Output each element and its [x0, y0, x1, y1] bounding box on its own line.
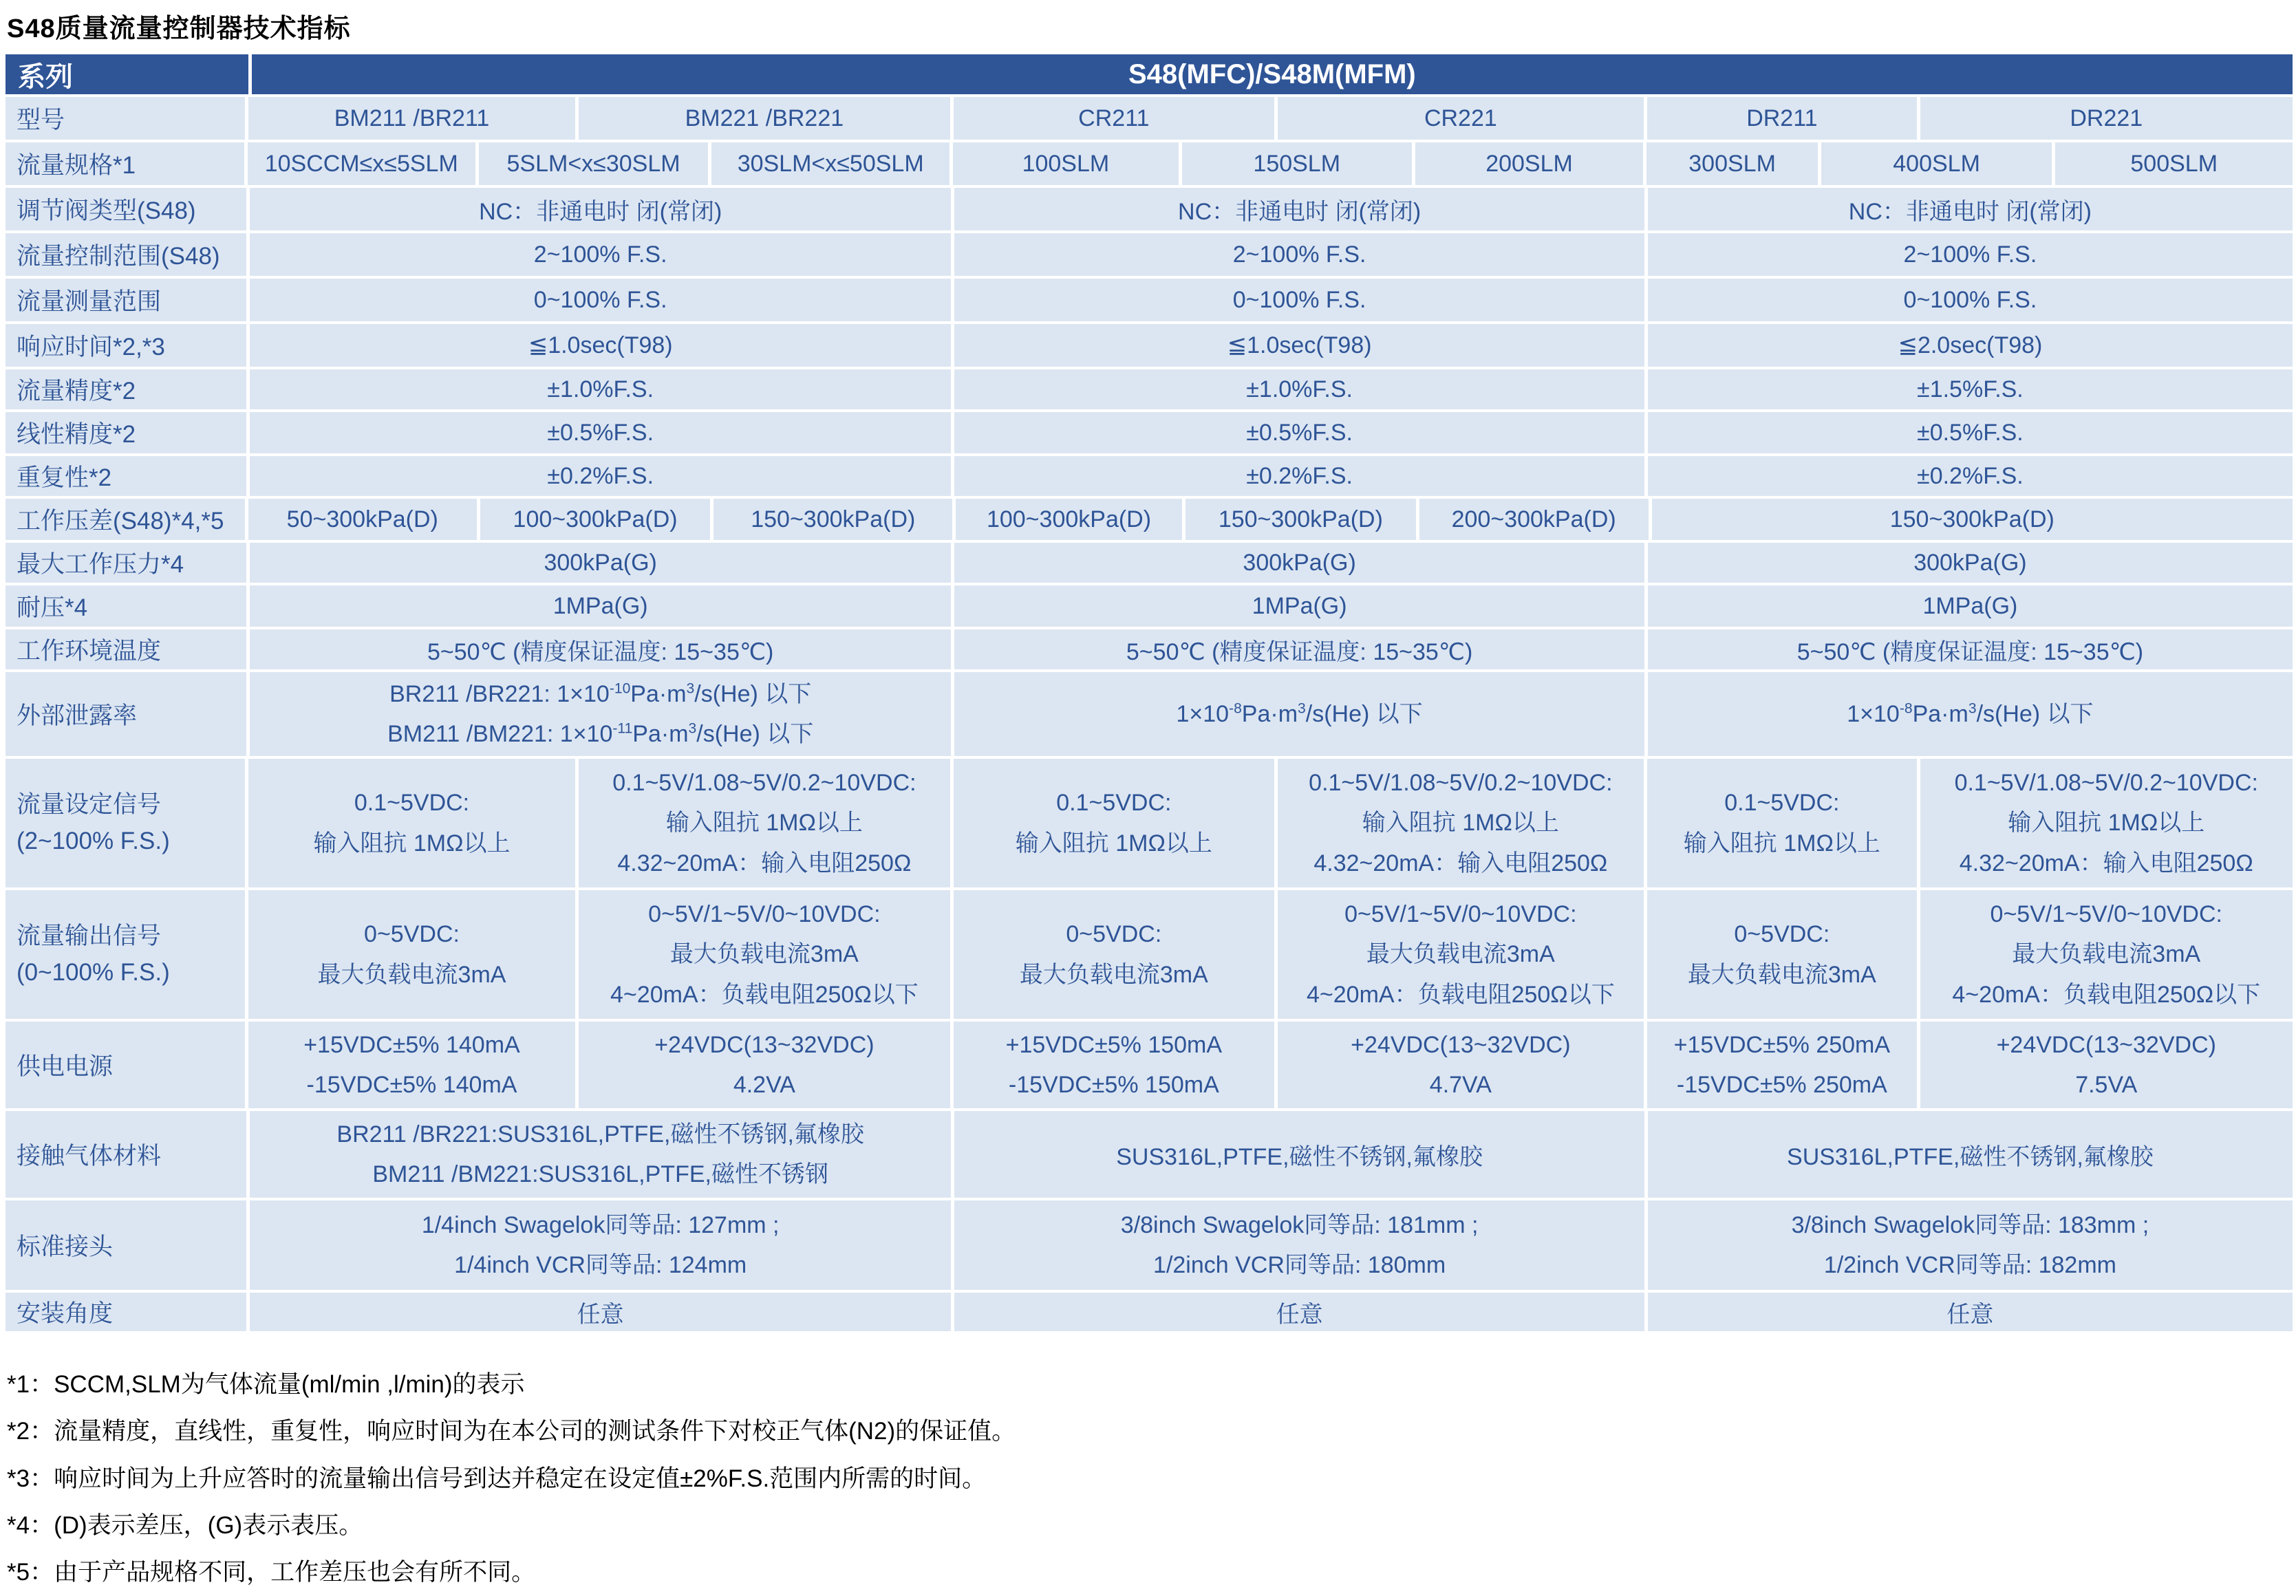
valve-type-cell: NC：非通电时 闭(常闭)	[954, 188, 1644, 230]
materials-cell-bm: BR211 /BR221:SUS316L,PTFE,磁性不锈钢,氟橡胶 BM211 /BM221:SUS316L,PTFE,磁性不锈钢	[250, 1111, 952, 1198]
working-dp-cell: 150~300kPa(D)	[1185, 499, 1416, 540]
valve-type-cell: NC：非通电时 闭(常闭)	[1648, 188, 2293, 230]
leak-line: $1\times 10^{-8}Pa\cdot m^3/s(He)$ 以下	[1847, 700, 2094, 727]
row-flow-range	[6, 142, 2293, 185]
row-series	[6, 54, 2293, 94]
working-dp-cell: 100~300kPa(D)	[956, 499, 1182, 540]
response-time-cell: ≦1.0sec(T98)	[250, 324, 952, 367]
output-signal-cell-multi: 0~5V/1~5V/0~10VDC: 最大负载电流3mA 4~20mA：负载电阻250Ω以下	[1920, 890, 2293, 1019]
leak-line: BM211 /BM221: $1\times 10^{-11}Pa\cdot m^3/s(He)$ 以下	[387, 720, 814, 747]
materials-cell-dr: SUS316L,PTFE,磁性不锈钢,氟橡胶	[1648, 1111, 2293, 1198]
row-working-dp	[6, 499, 2293, 540]
row-flow-accuracy	[6, 369, 2293, 409]
model-cell-dr211: DR211	[1647, 97, 1916, 140]
row-label: 安装角度	[6, 1293, 246, 1331]
ambient-temp-cell: 5~50℃ (精度保证温度: 15~35℃)	[1648, 629, 2293, 669]
repeatability-cell: ±0.2%F.S.	[250, 456, 952, 496]
leak-rate-cell-cr	[954, 672, 1644, 756]
flow-accuracy-cell: ±1.5%F.S.	[1648, 369, 2293, 409]
response-time-cell: ≦1.0sec(T98)	[954, 324, 1644, 367]
spec-table	[6, 54, 2293, 1331]
working-dp-cell: 200~300kPa(D)	[1419, 499, 1649, 540]
page-title: S48质量流量控制器技术指标	[7, 14, 351, 43]
row-label: 供电电源	[6, 1022, 245, 1108]
flow-range-cell: 200SLM	[1415, 142, 1644, 185]
power-cell-dr-24v: +24VDC(13~32VDC) 7.5VA	[1920, 1022, 2293, 1108]
exponent: 3	[686, 680, 695, 697]
power-cell-cr-dc: +15VDC±5% 150mA -15VDC±5% 150mA	[954, 1022, 1274, 1108]
row-label: 重复性*2	[6, 456, 246, 496]
footnote-5: *5：由于产品规格不同，工作差压也会有所不同。	[7, 1559, 536, 1586]
set-signal-cell-multi: 0.1~5V/1.08~5V/0.2~10VDC: 输入阻抗 1MΩ以上 4.32~20mA：输入电阻250Ω	[1920, 759, 2293, 887]
working-dp-cell: 50~300kPa(D)	[248, 499, 477, 540]
row-label: 工作压差(S48)*4,*5	[6, 499, 245, 540]
row-proof-pressure	[6, 585, 2293, 627]
power-cell-bm-dc: +15VDC±5% 140mA -15VDC±5% 140mA	[248, 1022, 575, 1108]
row-set-signal	[6, 759, 2293, 887]
linearity-cell: ±0.5%F.S.	[250, 412, 952, 453]
row-label: 流量精度*2	[6, 369, 246, 409]
row-label: 流量控制范围(S48)	[6, 233, 246, 276]
proof-pressure-cell: 1MPa(G)	[250, 585, 952, 627]
flow-accuracy-cell: ±1.0%F.S.	[250, 369, 952, 409]
proof-pressure-cell: 1MPa(G)	[1648, 585, 2293, 627]
max-pressure-cell: 300kPa(G)	[1648, 543, 2293, 583]
flow-range-cell: 10SCCM≤x≤5SLM	[248, 142, 475, 185]
row-label: 耐压*4	[6, 585, 246, 627]
control-range-cell: 2~100% F.S.	[1648, 233, 2293, 276]
repeatability-cell: ±0.2%F.S.	[954, 456, 1644, 496]
exponent: -11	[612, 720, 633, 737]
row-response-time	[6, 324, 2293, 367]
row-fittings	[6, 1200, 2293, 1290]
footnote-4: *4：(D)表示差压，(G)表示表压。	[7, 1511, 363, 1539]
row-power-supply	[6, 1022, 2293, 1108]
row-control-range	[6, 233, 2293, 276]
flow-range-cell: 400SLM	[1821, 142, 2052, 185]
control-range-cell: 2~100% F.S.	[250, 233, 952, 276]
exponent: -10	[609, 680, 631, 697]
footnote-2: *2：流量精度，直线性，重复性，响应时间为在本公司的测试条件下对校正气体(N2)的保证值。	[7, 1418, 1016, 1445]
model-cell-cr221: CR221	[1278, 97, 1644, 140]
exponent: -8	[1899, 700, 1913, 717]
fittings-cell-dr: 3/8inch Swagelok同等品: 183mm ; 1/2inch VCR同等品: 182mm	[1648, 1200, 2293, 1290]
mounting-angle-cell: 任意	[250, 1293, 952, 1331]
power-cell-dr-dc: +15VDC±5% 250mA -15VDC±5% 250mA	[1647, 1022, 1916, 1108]
flow-range-cell: 30SLM<x≤50SLM	[711, 142, 949, 185]
row-label: 外部泄露率	[6, 672, 246, 756]
repeatability-cell: ±0.2%F.S.	[1648, 456, 2293, 496]
flow-accuracy-cell: ±1.0%F.S.	[954, 369, 1644, 409]
working-dp-cell: 150~300kPa(D)	[1652, 499, 2293, 540]
exponent: 3	[688, 720, 697, 737]
set-signal-cell-basic: 0.1~5VDC: 输入阻抗 1MΩ以上	[954, 759, 1274, 887]
leak-rate-cell-dr	[1648, 672, 2293, 756]
mounting-angle-cell: 任意	[954, 1293, 1644, 1331]
row-measure-range	[6, 279, 2293, 321]
set-signal-cell-multi: 0.1~5V/1.08~5V/0.2~10VDC: 输入阻抗 1MΩ以上 4.32~20mA：输入电阻250Ω	[1278, 759, 1644, 887]
row-label: 调节阀类型(S48)	[6, 188, 246, 230]
output-signal-cell-basic: 0~5VDC: 最大负载电流3mA	[1647, 890, 1916, 1019]
working-dp-cell: 100~300kPa(D)	[480, 499, 711, 540]
model-cell-bm221: BM221 /BR221	[579, 97, 950, 140]
row-linearity	[6, 412, 2293, 453]
set-signal-cell-multi: 0.1~5V/1.08~5V/0.2~10VDC: 输入阻抗 1MΩ以上 4.32~20mA：输入电阻250Ω	[579, 759, 950, 887]
measure-range-cell: 0~100% F.S.	[1648, 279, 2293, 321]
model-cell-bm211: BM211 /BR211	[248, 97, 575, 140]
power-cell-bm-24v: +24VDC(13~32VDC) 4.2VA	[579, 1022, 950, 1108]
row-output-signal	[6, 890, 2293, 1019]
row-mounting-angle	[6, 1293, 2293, 1331]
row-label: 流量测量范围	[6, 279, 246, 321]
max-pressure-cell: 300kPa(G)	[250, 543, 952, 583]
exponent: 3	[1968, 700, 1977, 717]
flow-range-cell: 100SLM	[953, 142, 1179, 185]
footnote-3: *3：响应时间为上升应答时的流量输出信号到达并稳定在设定值±2%F.S.范围内所需的时间。	[7, 1465, 987, 1492]
fittings-cell-bm: 1/4inch Swagelok同等品: 127mm ; 1/4inch VCR同等品: 124mm	[250, 1200, 952, 1290]
model-cell-cr211: CR211	[954, 97, 1274, 140]
footnote-1: *1：SCCM,SLM为气体流量(ml/min ,l/min)的表示	[7, 1371, 525, 1398]
output-signal-cell-basic: 0~5VDC: 最大负载电流3mA	[248, 890, 575, 1019]
row-wetted-materials	[6, 1111, 2293, 1198]
measure-range-cell: 0~100% F.S.	[250, 279, 952, 321]
row-model	[6, 97, 2293, 140]
response-time-cell: ≦2.0sec(T98)	[1648, 324, 2293, 367]
linearity-cell: ±0.5%F.S.	[954, 412, 1644, 453]
leak-line: $1\times 10^{-8}Pa\cdot m^3/s(He)$ 以下	[1176, 700, 1423, 727]
row-valve-type	[6, 188, 2293, 230]
row-label: 工作环境温度	[6, 629, 246, 669]
ambient-temp-cell: 5~50℃ (精度保证温度: 15~35℃)	[954, 629, 1644, 669]
proof-pressure-cell: 1MPa(G)	[954, 585, 1644, 627]
set-signal-cell-basic: 0.1~5VDC: 输入阻抗 1MΩ以上	[248, 759, 575, 887]
output-signal-cell-multi: 0~5V/1~5V/0~10VDC: 最大负载电流3mA 4~20mA：负载电阻250Ω以下	[1278, 890, 1644, 1019]
set-signal-cell-basic: 0.1~5VDC: 输入阻抗 1MΩ以上	[1647, 759, 1916, 887]
ambient-temp-cell: 5~50℃ (精度保证温度: 15~35℃)	[250, 629, 952, 669]
power-cell-cr-24v: +24VDC(13~32VDC) 4.7VA	[1278, 1022, 1644, 1108]
materials-cell-cr: SUS316L,PTFE,磁性不锈钢,氟橡胶	[954, 1111, 1644, 1198]
flow-range-cell: 500SLM	[2055, 142, 2293, 185]
leak-line: BR211 /BR221: $1\times 10^{-10}Pa\cdot m^3/s(He)$ 以下	[389, 680, 812, 707]
row-repeatability	[6, 456, 2293, 496]
exponent: 3	[1298, 700, 1306, 717]
row-ambient-temp	[6, 629, 2293, 669]
flow-range-cell: 5SLM<x≤30SLM	[479, 142, 709, 185]
row-label: 最大工作压力*4	[6, 543, 246, 583]
footnotes	[7, 1361, 2293, 1596]
row-label: 响应时间*2,*3	[6, 324, 246, 367]
working-dp-cell: 150~300kPa(D)	[714, 499, 952, 540]
flow-range-cell: 150SLM	[1182, 142, 1412, 185]
row-max-pressure	[6, 543, 2293, 583]
series-header-cell: 系列	[6, 54, 248, 94]
row-label: 流量设定信号 (2~100% F.S.)	[6, 759, 245, 887]
output-signal-cell-multi: 0~5V/1~5V/0~10VDC: 最大负载电流3mA 4~20mA：负载电阻250Ω以下	[579, 890, 950, 1019]
control-range-cell: 2~100% F.S.	[954, 233, 1644, 276]
flow-range-cell: 300SLM	[1646, 142, 1817, 185]
mounting-angle-cell: 任意	[1648, 1293, 2293, 1331]
linearity-cell: ±0.5%F.S.	[1648, 412, 2293, 453]
row-label: 接触气体材料	[6, 1111, 246, 1198]
row-label: 流量输出信号 (0~100% F.S.)	[6, 890, 245, 1019]
row-leak-rate	[6, 672, 2293, 756]
row-label: 标准接头	[6, 1200, 246, 1290]
valve-type-cell: NC：非通电时 闭(常闭)	[250, 188, 952, 230]
row-label: 型号	[6, 97, 245, 140]
series-value-cell: S48(MFC)/S48M(MFM)	[252, 54, 2293, 94]
fittings-cell-cr: 3/8inch Swagelok同等品: 181mm ; 1/2inch VCR同等品: 180mm	[954, 1200, 1644, 1290]
max-pressure-cell: 300kPa(G)	[954, 543, 1644, 583]
model-cell-dr221: DR221	[1920, 97, 2293, 140]
measure-range-cell: 0~100% F.S.	[954, 279, 1644, 321]
output-signal-cell-basic: 0~5VDC: 最大负载电流3mA	[954, 890, 1274, 1019]
row-label: 线性精度*2	[6, 412, 246, 453]
leak-rate-cell-bm	[250, 672, 952, 756]
row-label: 流量规格*1	[6, 142, 244, 185]
exponent: -8	[1229, 700, 1242, 717]
